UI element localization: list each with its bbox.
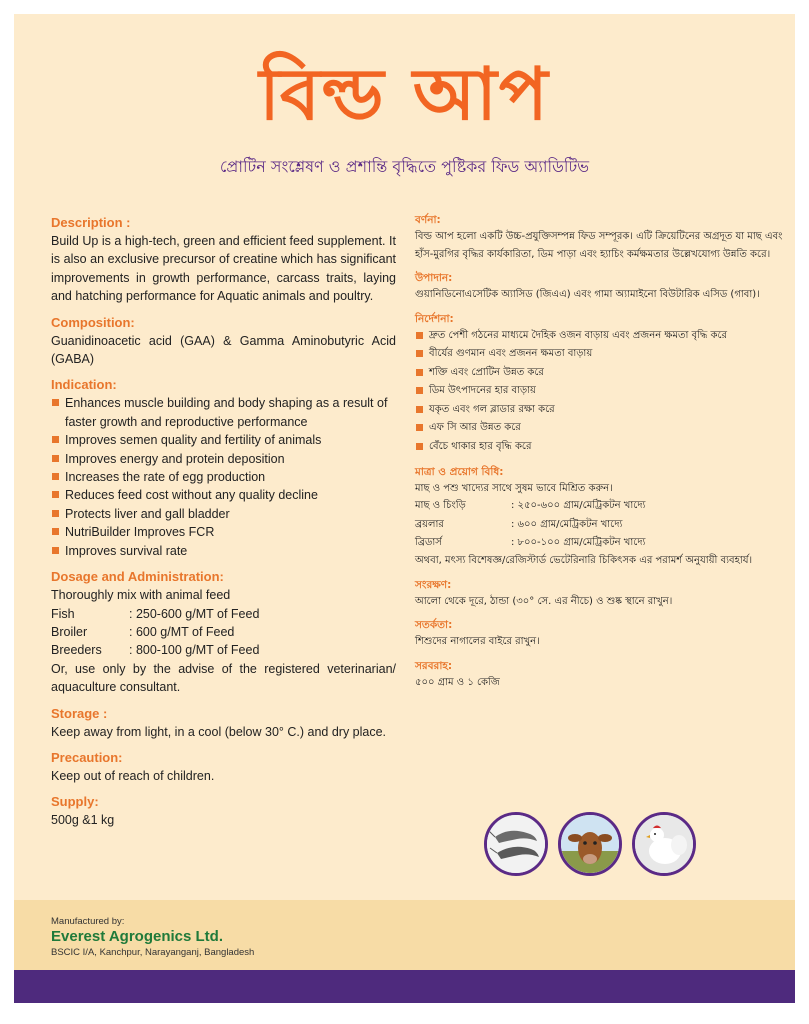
dosage-row-label: Broiler xyxy=(51,624,88,639)
product-sheet xyxy=(14,14,795,1003)
manufacturer-label: Manufactured by: xyxy=(51,916,125,927)
list-item: বীর্যের গুণমান এবং প্রজনন ক্ষমতা বাড়ায় xyxy=(415,345,785,364)
dosage-row-value: : 800-100 g/MT of Feed xyxy=(129,643,260,658)
dosage-row-value: : 250-600 g/MT of Feed xyxy=(129,606,260,621)
list-item: যকৃত এবং গল ব্লাডার রক্ষা করে xyxy=(415,401,785,420)
bangla-column xyxy=(415,212,785,691)
list-item: Reduces feed cost without any quality decline xyxy=(51,486,396,504)
list-item: Increases the rate of egg production xyxy=(51,468,396,486)
bottom-bar xyxy=(14,970,795,1003)
description-heading: Description : xyxy=(51,215,131,230)
bn-dosage-row-label: ব্রয়লার xyxy=(415,518,444,530)
shrimp-icon xyxy=(484,812,548,876)
bn-dosage-row-value: : ৬০০ গ্রাম/মেট্রিকটন খাদ্যে xyxy=(511,518,623,530)
bn-dosage-row-label: ব্রিডার্স xyxy=(415,536,442,548)
list-item: Improves semen quality and fertility of animals xyxy=(51,431,396,449)
bn-dosage-row xyxy=(415,497,785,515)
bn-storage-text: আলো থেকে দূরে, ঠান্ডা (৩০° সে. এর নীচে) ও শুষ্ক স্থানে রাখুন। xyxy=(415,595,673,607)
dosage-intro: Thoroughly mix with animal feed xyxy=(51,588,231,603)
bn-description-text: বিল্ড আপ হলো একটি উচ্চ-প্রযুক্তিসম্পন্ন ফিড সম্পূরক। এটি ক্রিয়েটিনের অগ্রদূত যা মাছ এবং হাঁস-মুরগির বৃদ্ধির কার্যকারিতা, ডিম পাড়া এবং হ্যাচিং কর্মক্ষমতার উল্লেখযোগ্য উন্নতি করে। xyxy=(415,231,783,260)
list-item: এফ সি আর উন্নত করে xyxy=(415,419,785,438)
supply-text: 500g &1 kg xyxy=(51,813,115,828)
bn-supply-text: ৫০০ গ্রাম ও ১ কেজি xyxy=(415,676,500,688)
dosage-row xyxy=(51,605,396,623)
cow-icon xyxy=(558,812,622,876)
bn-supply-heading: সরবরাহ: xyxy=(415,659,453,672)
dosage-row-value: : 600 g/MT of Feed xyxy=(129,624,235,639)
english-column xyxy=(51,214,396,830)
list-item: NutriBuilder Improves FCR xyxy=(51,523,396,541)
list-item: Protects liver and gall bladder xyxy=(51,505,396,523)
product-title: বিল্ড আপ xyxy=(259,52,550,136)
bn-indication-heading: নির্দেশনা: xyxy=(415,312,454,325)
supply-heading: Supply: xyxy=(51,794,99,810)
bn-precaution-text: শিশুদের নাগালের বাইরে রাখুন। xyxy=(415,636,540,648)
manufacturer-address: BSCIC I/A, Kanchpur, Narayanganj, Bangladesh xyxy=(51,947,255,958)
list-item: Improves energy and protein deposition xyxy=(51,450,396,468)
list-item: Enhances muscle building and body shaping as a result of faster growth and reproductive performance xyxy=(51,394,396,431)
list-item: দ্রুত পেশী গঠনের মাধ্যমে দৈহিক ওজন বাড়ায় এবং প্রজনন ক্ষমতা বৃদ্ধি করে xyxy=(415,327,785,346)
description-text: Build Up is a high-tech, green and efficient feed supplement. It is also an exclusive precursor of creatine which has significant improvements in growth performance, carcass traits, laying and hatching performance for Aquatic animals and poultry. xyxy=(51,234,396,304)
product-subtitle: প্রোটিন সংশ্লেষণ ও প্রশান্তি বৃদ্ধিতে পুষ্টিকর ফিড অ্যাডিটিভ xyxy=(219,157,590,176)
list-item: বেঁচে থাকার হার বৃদ্ধি করে xyxy=(415,438,785,457)
storage-text: Keep away from light, in a cool (below 30° C.) and dry place. xyxy=(51,724,387,739)
dosage-row xyxy=(51,623,396,641)
bn-indication-list xyxy=(415,327,785,457)
bn-dosage-row-value: : ২৫০-৬০০ গ্রাম/মেট্রিকটন খাদ্যে xyxy=(511,500,646,512)
bn-dosage-row xyxy=(415,534,785,552)
bn-precaution-heading: সতর্কতা: xyxy=(415,619,453,632)
bn-composition-text: গুয়ানিডিনোএসেটিক অ্যাসিড (জিএএ) এবং গামা অ্যামাইনো বিউটারিক এসিড (গাবা)। xyxy=(415,289,760,300)
bn-dosage-heading: মাত্রা ও প্রয়োগ বিধি: xyxy=(415,465,504,478)
bn-dosage-row xyxy=(415,516,785,534)
precaution-text: Keep out of reach of children. xyxy=(51,768,215,783)
bn-storage-heading: সংরক্ষণ: xyxy=(415,578,452,591)
list-item: ডিম উৎপাদনের হার বাড়ায় xyxy=(415,382,785,401)
dosage-heading: Dosage and Administration: xyxy=(51,569,224,585)
bn-description-heading: বর্ণনা: xyxy=(415,214,441,226)
bn-dosage-row-label: মাছ ও চিংড়ি xyxy=(415,500,466,512)
list-item: শক্তি এবং প্রোটিন উন্নত করে xyxy=(415,364,785,383)
bn-dosage-note: অথবা, মৎস্য বিশেষজ্ঞ/রেজিস্টার্ড ভেটেরিনারি চিকিৎসক এর পরামর্শ অনুযায়ী ব্যবহার্য। xyxy=(415,555,753,567)
bn-dosage-intro: মাছ ও পশু খাদ্যের সাথে সুষম ভাবে মিশ্রিত করুন। xyxy=(415,482,613,494)
dosage-note: Or, use only by the advise of the registered veterinarian/ aquaculture consultant. xyxy=(51,661,396,695)
composition-heading: Composition: xyxy=(51,314,135,330)
manufacturer-name: Everest Agrogenics Ltd. xyxy=(51,928,223,945)
dosage-row-label: Breeders xyxy=(51,643,102,658)
indication-list xyxy=(51,394,396,560)
dosage-row-label: Fish xyxy=(51,606,75,621)
precaution-heading: Precaution: xyxy=(51,749,123,765)
list-item: Improves survival rate xyxy=(51,542,396,560)
composition-text: Guanidinoacetic acid (GAA) & Gamma Aminobutyric Acid (GABA) xyxy=(51,333,396,367)
chicken-icon xyxy=(632,812,696,876)
dosage-row xyxy=(51,641,396,659)
storage-heading: Storage : xyxy=(51,705,108,721)
bn-dosage-row-value: : ৮০০-১০০ গ্রাম/মেট্রিকটন খাদ্যে xyxy=(511,536,646,548)
indication-heading: Indication: xyxy=(51,377,117,393)
bn-composition-heading: উপাদান: xyxy=(415,272,453,284)
